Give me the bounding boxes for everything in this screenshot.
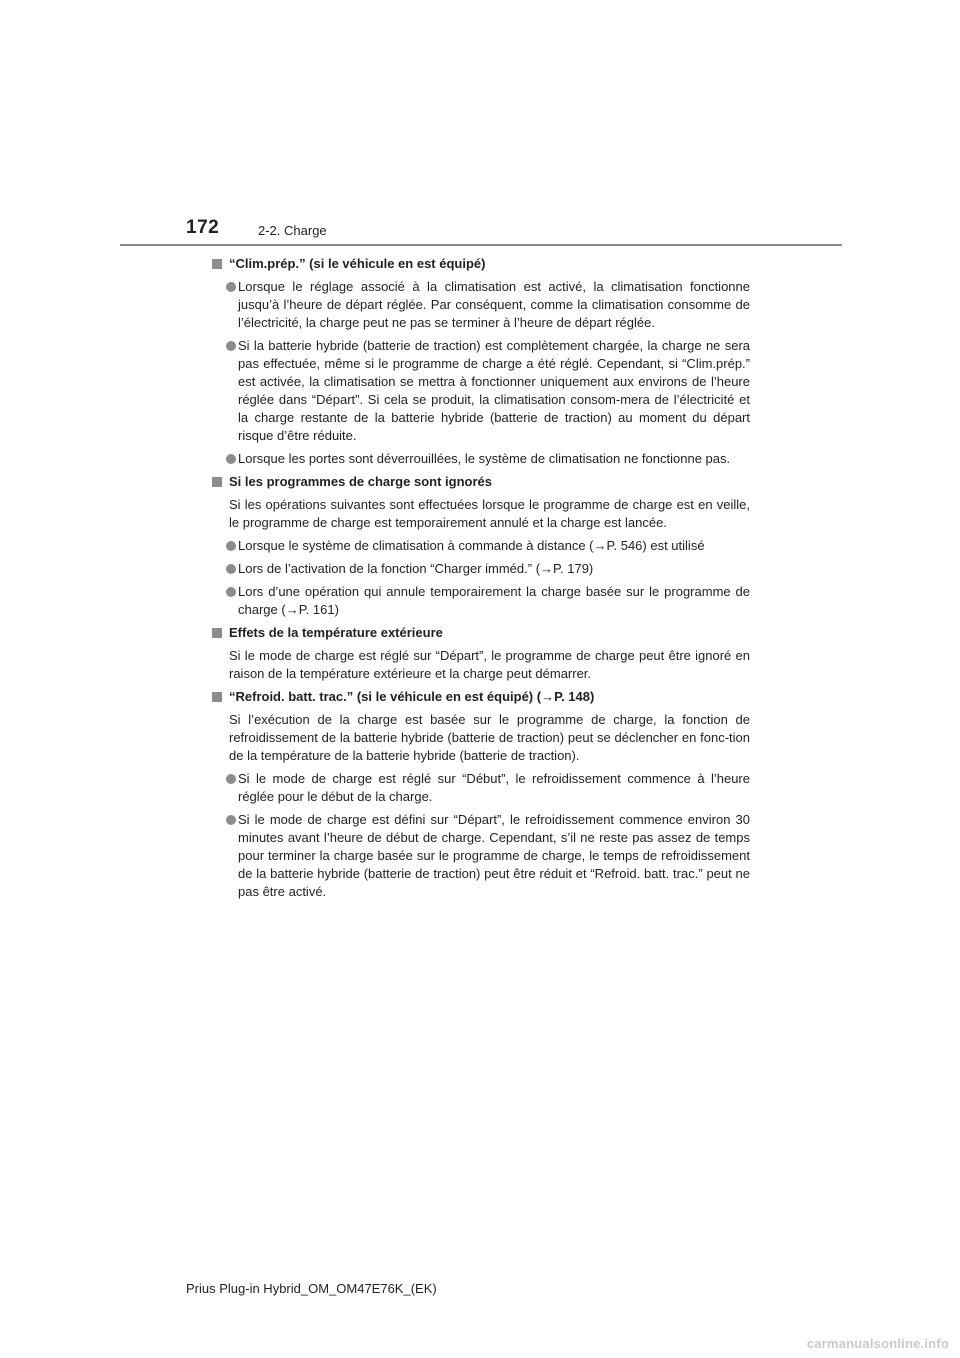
circle-bullet-icon	[226, 282, 236, 292]
square-bullet-icon	[212, 259, 222, 269]
section-heading-text: “Clim.prép.” (si le véhicule en est équipé)	[229, 256, 486, 271]
footer-doc-id: Prius Plug-in Hybrid_OM_OM47E76K_(EK)	[186, 1281, 437, 1296]
section-paragraph: Si le mode de charge est réglé sur “Départ”, le programme de charge peut être ignoré en raison de la température extérieure et la charge peut démarrer.	[229, 648, 750, 681]
watermark: carmanualsonline.info	[806, 1336, 949, 1351]
circle-bullet-icon	[226, 587, 236, 597]
section-paragraph: Si l’exécution de la charge est basée sur le programme de charge, la fonction de refroidissement de la batterie hybride (batterie de traction) peut se déclencher en fonc-tion de la température de la batterie hybride (batterie de traction).	[229, 712, 750, 763]
circle-bullet-icon	[226, 815, 236, 825]
section-heading	[210, 473, 750, 491]
list-item	[210, 537, 750, 555]
section-heading-text: Si les programmes de charge sont ignorés	[229, 474, 492, 489]
circle-bullet-icon	[226, 454, 236, 464]
square-bullet-icon	[212, 692, 222, 702]
section-heading	[210, 688, 750, 706]
circle-bullet-icon	[226, 341, 236, 351]
list-item	[210, 450, 750, 468]
list-item	[210, 811, 750, 901]
circle-bullet-icon	[226, 564, 236, 574]
list-item-text: Lorsque le système de climatisation à commande à distance (→P. 546) est utilisé	[238, 538, 705, 553]
circle-bullet-icon	[226, 541, 236, 551]
section-heading-text: Effets de la température extérieure	[229, 625, 443, 640]
section-heading	[210, 624, 750, 642]
list-item-text: Lorsque les portes sont déverrouillées, le système de climatisation ne fonctionne pas.	[238, 451, 731, 466]
header-divider	[120, 244, 842, 246]
list-item-text: Lorsque le réglage associé à la climatisation est activé, la climatisation fonctionne jusqu’à l’heure de départ réglée. Par conséquent, comme la climatisation consomme de l’électricité, la charge peut ne pas se terminer à l’heure de départ réglée.	[238, 279, 750, 330]
list-item-text: Si le mode de charge est défini sur “Départ”, le refroidissement commence environ 30 minutes avant l’heure de début de charge. Cependant, s’il ne reste pas assez de temps pour terminer la charge basée sur le programme de charge, le temps de refroidissement de la batterie hybride (batterie de traction) peut être réduit et “Refroid. batt. trac.” peut ne pas être activé.	[238, 812, 750, 899]
list-item	[210, 583, 750, 619]
square-bullet-icon	[212, 477, 222, 487]
list-item	[210, 278, 750, 332]
page-body	[210, 255, 750, 906]
section-heading	[210, 255, 750, 273]
list-item-text: Si le mode de charge est réglé sur “Début”, le refroidissement commence à l’heure réglée pour le début de la charge.	[238, 771, 750, 804]
section-heading-text: “Refroid. batt. trac.” (si le véhicule en est équipé) (→P. 148)	[229, 689, 595, 704]
section-title: 2-2. Charge	[258, 223, 327, 238]
section-paragraph: Si les opérations suivantes sont effectuées lorsque le programme de charge est en veille, le programme de charge est temporairement annulé et la charge est lancée.	[229, 497, 750, 530]
square-bullet-icon	[212, 628, 222, 638]
page-number: 172	[186, 217, 220, 238]
list-item-text: Si la batterie hybride (batterie de traction) est complètement chargée, la charge ne sera pas effectuée, même si le programme de charge a été réglé. Cependant, si “Clim.prép.” est activée, la climatisation se mettra à fonctionner uniquement aux environs de l’heure réglée dans “Départ”. Si cela se produit, la climatisation consom-mera de l’électricité et la charge restante de la batterie hybride (batterie de traction) au moment du départ risque d’être réduite.	[238, 338, 750, 443]
list-item	[210, 770, 750, 806]
circle-bullet-icon	[226, 774, 236, 784]
list-item-text: Lors d’une opération qui annule temporairement la charge basée sur le programme de charge (→P. 161)	[238, 584, 750, 617]
list-item	[210, 337, 750, 445]
list-item-text: Lors de l’activation de la fonction “Charger imméd.” (→P. 179)	[238, 561, 594, 576]
list-item	[210, 560, 750, 578]
